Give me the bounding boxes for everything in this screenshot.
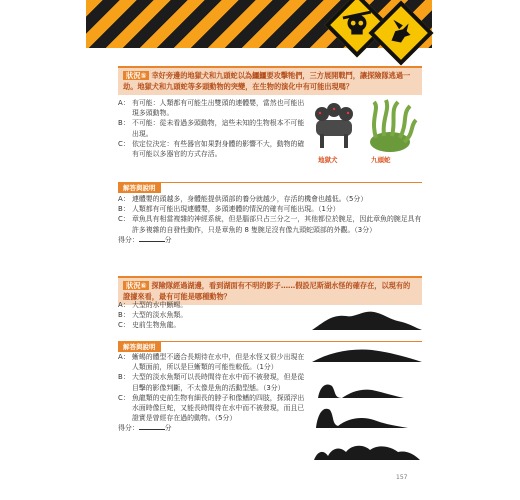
score-blank[interactable] <box>139 423 165 430</box>
caption-hydra: 九頭蛇 <box>371 156 391 164</box>
silhouette-humps <box>312 312 422 330</box>
hydra-illustration <box>370 100 416 152</box>
question-box-5 <box>118 66 422 95</box>
option-c: C： 依定位決定：有些器官如果對身體的影響不大，動物的確有可能以多器官的方式存活。 <box>118 139 305 159</box>
creature-illustrations <box>310 98 418 156</box>
option-b: B： 不可能：從未看過多頭動物，這些未知的生物根本不可能出現。 <box>118 119 305 138</box>
silhouette-head-and-hump <box>318 385 404 399</box>
silhouette-neck-and-body <box>316 409 408 428</box>
answer-header-1 <box>118 182 422 192</box>
answer-label: 解答與說明 <box>118 342 161 352</box>
question-text: 探險隊經過湖邊，看到湖面有不明的影子……假設尼斯湖水怪的確存在，以現有的證據來看，最有可能是哪種動物？ <box>123 281 411 301</box>
answer-b: B： 大型的淡水魚類可以長時間待在水中而不被發現，但是從目擊的影像判斷，不太像是魚的活動型態。（3分） <box>118 373 305 392</box>
answer-c: C： 章魚具有相當複雜的神經系統，但是腦部只占三分之一，其他都位於腕足，因此章魚的腕足具有許多複雜的自發性動作，只是章魚的 8 隻腕足沒有像九頭蛇頭部的外觀。（3分） <box>118 215 422 234</box>
question-tag: 狀況⑥ <box>123 281 149 290</box>
silhouette-long-back <box>312 350 422 363</box>
score-line-2: 得分： 分 <box>118 424 172 433</box>
answer-label: 解答與說明 <box>118 183 161 193</box>
answer-a: A： 連體嬰的頭越多，身體能提供頭部的養分就越少，存活的機會也越低。（5分） <box>118 195 368 203</box>
silhouette-multiple-humps <box>314 446 420 460</box>
answer-explanations-2 <box>118 352 306 433</box>
option-a: A： 大型的水中蜥蜴。 <box>118 301 188 309</box>
answer-explanations-1 <box>118 194 422 245</box>
question-options <box>118 98 308 159</box>
lake-monster-silhouettes <box>312 300 422 470</box>
question-text: 幸好旁邊的地獄犬和九頭蛇以為鱷鱷要攻擊牠們，三方展開戰鬥，讓探險隊逃過一劫。地獄犬和九頭蛇等多頭動物的突變，在生物的演化中有可能出現嗎？ <box>123 71 411 91</box>
answer-c: C： 魚龍類的史前生物有細長的脖子和像鰭的四肢，探頭浮出水面時像巨蛇，又能長時間待在水中而不被發現，而且已證實是曾經存在過的動物。（5分） <box>118 393 305 423</box>
score-line-1: 得分： 分 <box>118 235 172 244</box>
answer-a: A： 蜥蜴的體型不適合長期待在水中，但是水怪又很少出現在人類面前，所以是巨蜥類的可能性較低。（1分） <box>118 353 305 372</box>
page-number: 157 <box>396 474 408 481</box>
answer-b: B： 人類都有可能出現連體嬰，多頭連體的情況的確有可能出現。（1分） <box>118 205 340 214</box>
score-blank[interactable] <box>139 235 165 242</box>
option-a: A： 有可能：人類都有可能生出雙頭的連體嬰，當然也可能出現多頭動物。 <box>118 99 305 118</box>
question-options-2 <box>118 300 298 331</box>
hell-hound-illustration <box>315 103 353 148</box>
caption-hell-hound: 地獄犬 <box>318 156 338 164</box>
question-tag: 狀況⑤ <box>123 71 149 80</box>
option-b: B： 大型的淡水魚類。 <box>118 311 188 320</box>
option-c: C： 史前生物魚龍。 <box>118 321 181 330</box>
